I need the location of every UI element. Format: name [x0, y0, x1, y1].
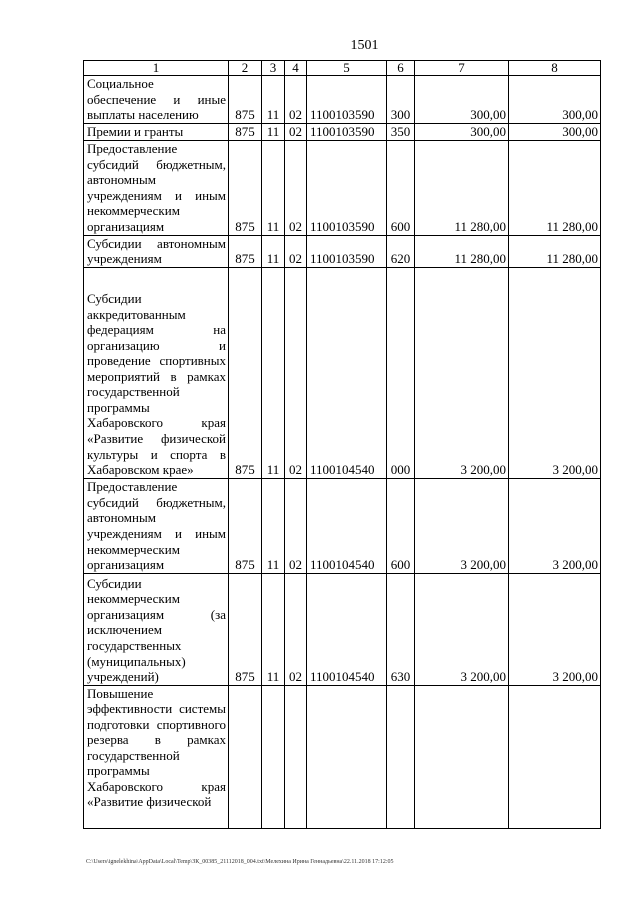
row-cell-subsection: 02 — [285, 478, 307, 573]
row-cell-subsection: 02 — [285, 267, 307, 478]
row-cell-target: 1100103590 — [307, 235, 387, 267]
row-cell-section — [262, 685, 285, 828]
row-name-cell: Повышение эффективности системы подготовки спортивного резерва в рамках государственной программы Хабаровского края «Развитие физической — [84, 685, 229, 828]
table-row — [84, 478, 601, 573]
row-cell-section: 11 — [262, 478, 285, 573]
row-cell-amount — [415, 685, 509, 828]
row-cell-admin: 875 — [229, 140, 262, 235]
row-cell-amount: 3 200,00 — [415, 478, 509, 573]
row-cell-subsection — [285, 685, 307, 828]
row-cell-amount-total: 11 280,00 — [509, 140, 601, 235]
header-cell: 6 — [387, 61, 415, 76]
row-name-cell: Премии и гранты — [84, 124, 229, 141]
row-cell-admin: 875 — [229, 235, 262, 267]
row-cell-subsection: 02 — [285, 140, 307, 235]
row-cell-target: 1100103590 — [307, 124, 387, 141]
row-cell-admin: 875 — [229, 573, 262, 685]
row-cell-admin: 875 — [229, 124, 262, 141]
row-cell-subsection: 02 — [285, 76, 307, 124]
row-cell-type: 620 — [387, 235, 415, 267]
budget-table — [83, 60, 601, 829]
header-cell: 8 — [509, 61, 601, 76]
row-cell-amount: 11 280,00 — [415, 235, 509, 267]
footer-file-path: C:\Users\ignelekhina\AppData\Local\Temp\ЗК_00385_21112018_004.txt\Мелехина Ирина Геннадьевна\22.11.2018 17:12:05 — [86, 859, 394, 865]
row-cell-amount: 3 200,00 — [415, 267, 509, 478]
header-cell: 1 — [84, 61, 229, 76]
row-cell-admin: 875 — [229, 267, 262, 478]
row-cell-type: 600 — [387, 140, 415, 235]
row-cell-target: 1100104540 — [307, 573, 387, 685]
row-name-cell: Предоставление субсидий бюджетным, автономным учреждениям и иным некоммерческим организациям — [84, 140, 229, 235]
table-header-row — [84, 61, 601, 76]
row-cell-amount-total — [509, 685, 601, 828]
row-cell-type: 630 — [387, 573, 415, 685]
row-cell-type: 300 — [387, 76, 415, 124]
row-cell-admin: 875 — [229, 478, 262, 573]
table-row — [84, 685, 601, 828]
row-cell-amount-total: 300,00 — [509, 124, 601, 141]
row-cell-section: 11 — [262, 267, 285, 478]
row-cell-subsection: 02 — [285, 235, 307, 267]
row-cell-amount: 11 280,00 — [415, 140, 509, 235]
row-name-cell: Социальное обеспечение и иные выплаты населению — [84, 76, 229, 124]
row-cell-target: 1100104540 — [307, 267, 387, 478]
header-cell: 5 — [307, 61, 387, 76]
row-cell-section: 11 — [262, 76, 285, 124]
header-cell: 7 — [415, 61, 509, 76]
row-cell-section: 11 — [262, 140, 285, 235]
header-cell: 2 — [229, 61, 262, 76]
row-cell-subsection: 02 — [285, 573, 307, 685]
row-cell-target — [307, 685, 387, 828]
table-row — [84, 124, 601, 141]
row-cell-amount-total: 300,00 — [509, 76, 601, 124]
row-cell-target: 1100103590 — [307, 76, 387, 124]
row-cell-type — [387, 685, 415, 828]
table-row — [84, 76, 601, 124]
row-cell-type: 600 — [387, 478, 415, 573]
row-cell-section: 11 — [262, 573, 285, 685]
row-cell-target: 1100104540 — [307, 478, 387, 573]
row-name-cell: Субсидии автономным учреждениям — [84, 235, 229, 267]
row-cell-amount: 300,00 — [415, 76, 509, 124]
row-cell-amount: 300,00 — [415, 124, 509, 141]
row-name-cell: Предоставление субсидий бюджетным, автономным учреждениям и иным некоммерческим организациям — [84, 478, 229, 573]
row-cell-section: 11 — [262, 235, 285, 267]
row-cell-subsection: 02 — [285, 124, 307, 141]
row-cell-admin — [229, 685, 262, 828]
page-number: 1501 — [350, 38, 379, 53]
row-cell-type: 000 — [387, 267, 415, 478]
row-name-cell: Субсидии аккредитованным федерациям на организацию и проведение спортивных мероприятий в рамках государственной программы Хабаровского края «Развитие физической культуры и спорта в Хабаровском крае» — [84, 267, 229, 478]
row-cell-amount-total: 3 200,00 — [509, 267, 601, 478]
row-cell-section: 11 — [262, 124, 285, 141]
table-row — [84, 267, 601, 478]
row-cell-target: 1100103590 — [307, 140, 387, 235]
header-cell: 4 — [285, 61, 307, 76]
row-cell-amount: 3 200,00 — [415, 573, 509, 685]
table-row — [84, 235, 601, 267]
table-row — [84, 573, 601, 685]
row-name-cell: Субсидии некоммерческим организациям (за исключением государственных (муниципальных) учреждений) — [84, 573, 229, 685]
header-cell: 3 — [262, 61, 285, 76]
table-row — [84, 140, 601, 235]
row-cell-amount-total: 3 200,00 — [509, 573, 601, 685]
row-cell-type: 350 — [387, 124, 415, 141]
row-cell-admin: 875 — [229, 76, 262, 124]
row-cell-amount-total: 11 280,00 — [509, 235, 601, 267]
row-cell-amount-total: 3 200,00 — [509, 478, 601, 573]
